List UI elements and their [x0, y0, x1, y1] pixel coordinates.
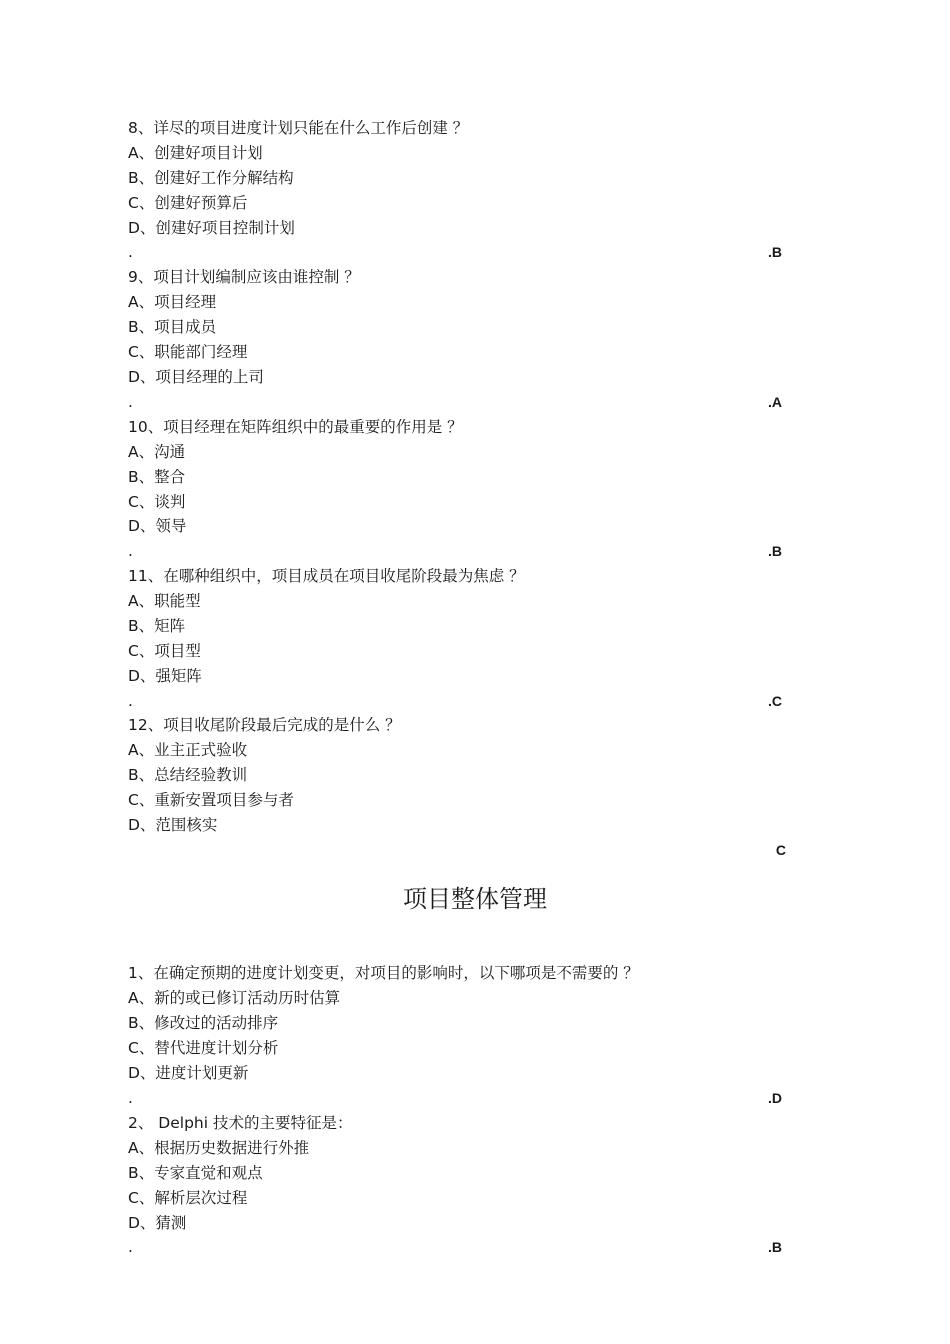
option-b: B、总结经验教训 — [128, 766, 248, 784]
answer-label: .B — [768, 1239, 782, 1255]
answer-label: .C — [768, 693, 782, 709]
option-a: A、沟通 — [128, 443, 186, 461]
option-b: B、整合 — [128, 468, 186, 486]
option-c: C、重新安置项目参与者 — [128, 791, 294, 809]
option-d: D、创建好项目控制计划 — [128, 219, 295, 237]
answer-dot: . — [128, 393, 133, 411]
option-c: C、创建好预算后 — [128, 194, 248, 212]
question-text: 8、详尽的项目进度计划只能在什么工作后创建 ？ — [128, 119, 469, 137]
option-b: B、创建好工作分解结构 — [128, 169, 294, 187]
option-a: A、业主正式验收 — [128, 741, 248, 759]
option-d: D、猜测 — [128, 1214, 187, 1232]
question-text: 2、 Delphi 技术的主要特征是： — [128, 1114, 353, 1132]
answer-label: .B — [768, 543, 782, 559]
answer-label: .D — [768, 1090, 782, 1106]
question-text: 12、项目收尾阶段最后完成的是什么 ？ — [128, 716, 401, 734]
option-c: C、项目型 — [128, 642, 201, 660]
option-a: A、新的或已修订活动历时估算 — [128, 989, 341, 1007]
answer-dot: . — [128, 1238, 133, 1256]
option-c: C、谈判 — [128, 493, 186, 511]
option-a: A、根据历史数据进行外推 — [128, 1139, 310, 1157]
option-d: D、进度计划更新 — [128, 1064, 249, 1082]
option-d: D、强矩阵 — [128, 667, 202, 685]
option-d: D、范围核实 — [128, 816, 218, 834]
answer-dot: . — [128, 1089, 133, 1107]
option-a: A、职能型 — [128, 592, 201, 610]
option-b: B、矩阵 — [128, 617, 186, 635]
option-b: B、专家直觉和观点 — [128, 1164, 263, 1182]
answer-dot: . — [128, 692, 133, 710]
option-d: D、项目经理的上司 — [128, 368, 264, 386]
question-text: 1、在确定预期的进度计划变更，对项目的影响时，以下哪项是不需要的 ？ — [128, 964, 639, 982]
question-text: 9、项目计划编制应该由谁控制 ？ — [128, 268, 360, 286]
answer-dot: . — [128, 542, 133, 560]
answer-label: .A — [768, 394, 782, 410]
answer-dot: . — [128, 243, 133, 261]
question-text: 10、项目经理在矩阵组织中的最重要的作用是 ？ — [128, 418, 463, 436]
option-b: B、项目成员 — [128, 318, 217, 336]
option-a: A、创建好项目计划 — [128, 144, 263, 162]
option-c: C、替代进度计划分析 — [128, 1039, 279, 1057]
answer-label: C — [775, 842, 786, 858]
question-text: 11、在哪种组织中，项目成员在项目收尾阶段最为焦虑 ？ — [128, 567, 525, 585]
option-c: C、解析层次过程 — [128, 1189, 248, 1207]
section-title: 项目整体管理 — [403, 885, 547, 913]
answer-label: .B — [768, 244, 782, 260]
option-b: B、修改过的活动排序 — [128, 1014, 279, 1032]
option-c: C、职能部门经理 — [128, 343, 248, 361]
option-d: D、领导 — [128, 517, 187, 535]
option-a: A、项目经理 — [128, 293, 217, 311]
